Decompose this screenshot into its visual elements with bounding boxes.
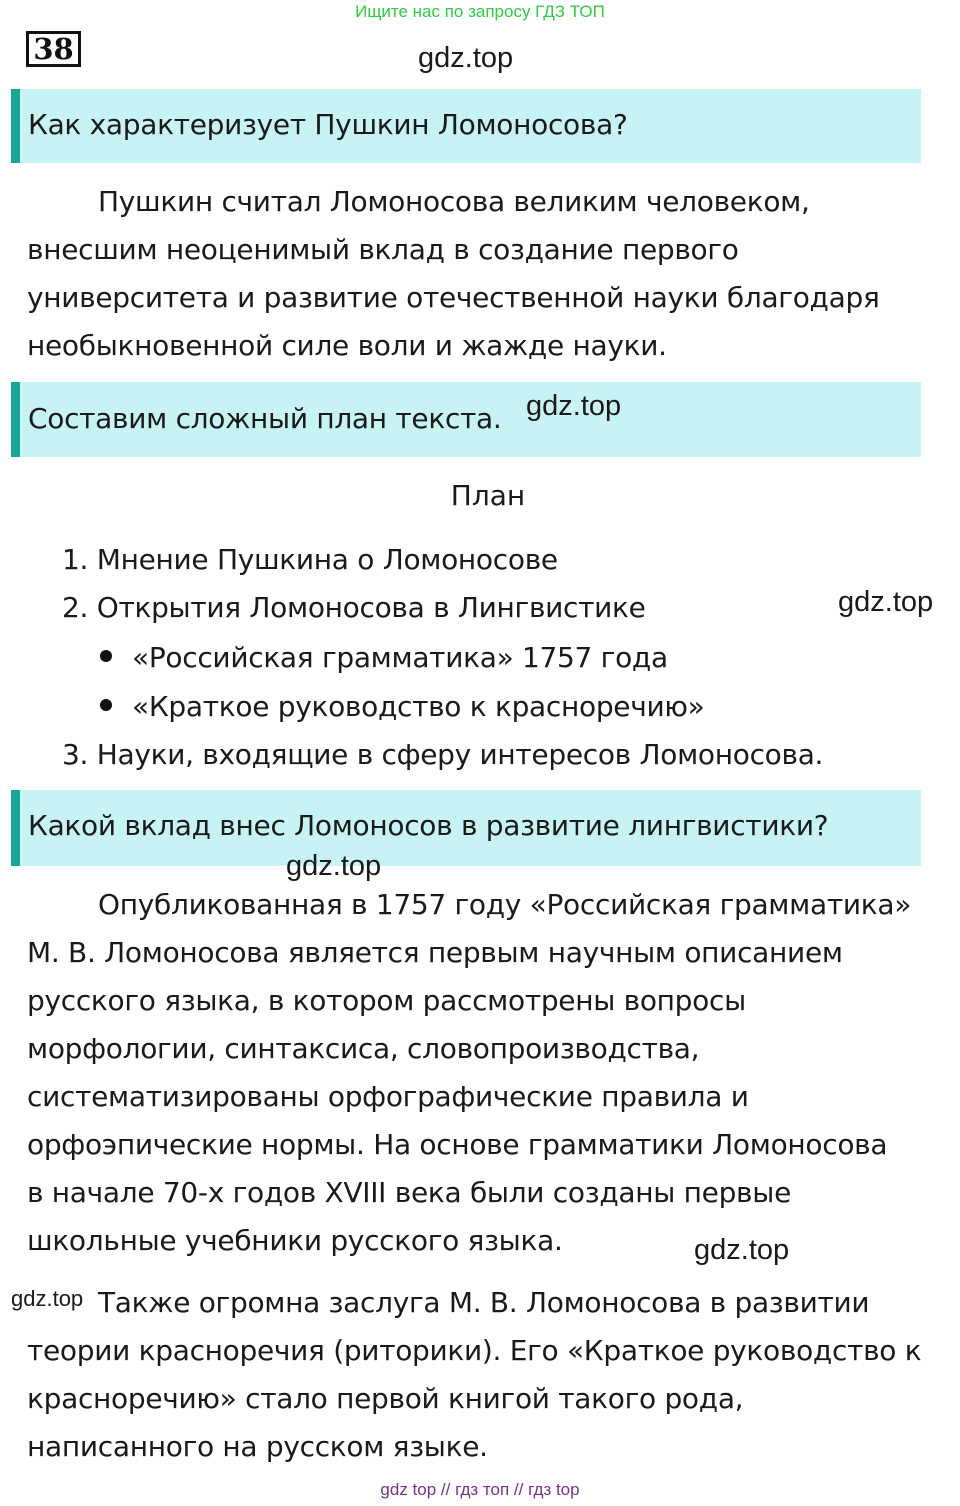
watermark: gdz.top bbox=[838, 586, 934, 618]
question-bar-1 bbox=[11, 89, 921, 163]
footer-links: gdz top // гдз топ // гдз top bbox=[380, 1480, 580, 1499]
watermark: gdz.top bbox=[694, 1234, 790, 1266]
plan-item-3: 3. Науки, входящие в сферу интересов Ломоносова. bbox=[62, 738, 824, 771]
question-1-text: Как характеризует Пушкин Ломоносова? bbox=[28, 108, 628, 141]
answer-4-line: теории красноречия (риторики). Его «Краткое руководство к bbox=[27, 1334, 922, 1367]
question-2-text: Составим сложный план текста. bbox=[28, 402, 502, 435]
plan-subitem-1-text: «Российская грамматика» 1757 года bbox=[132, 641, 668, 674]
watermark: gdz.top bbox=[526, 390, 622, 422]
question-bar-3 bbox=[11, 790, 921, 866]
plan-subitem-1 bbox=[100, 640, 668, 676]
answer-4-line: красноречию» стало первой книгой такого рода, bbox=[27, 1382, 744, 1415]
watermark: gdz.top bbox=[418, 42, 514, 74]
answer-1-line: необыкновенной силе воли и жажде науки. bbox=[27, 329, 667, 362]
answer-1-line: Пушкин считал Ломоносова великим человеком, bbox=[98, 185, 810, 218]
plan-title: План bbox=[450, 479, 526, 512]
answer-3-line: школьные учебники русского языка. bbox=[27, 1224, 563, 1257]
answer-3-line: в начале 70-х годов XVIII века были созданы первые bbox=[27, 1176, 791, 1209]
answer-3-line: М. В. Ломоносова является первым научным описанием bbox=[27, 936, 843, 969]
bullet-icon bbox=[100, 699, 112, 711]
question-bar-2 bbox=[11, 382, 921, 457]
answer-4-line: написанного на русском языке. bbox=[27, 1430, 488, 1463]
plan-subitem-2-text: «Краткое руководство к красноречию» bbox=[132, 690, 705, 723]
answer-3-line: русского языка, в котором рассмотрены вопросы bbox=[27, 984, 746, 1017]
watermark: gdz.top bbox=[286, 850, 382, 882]
answer-1-paragraph bbox=[27, 178, 942, 370]
bullet-icon bbox=[100, 650, 112, 662]
watermark: gdz.top bbox=[11, 1286, 84, 1311]
plan-item-1: 1. Мнение Пушкина о Ломоносове bbox=[62, 543, 558, 576]
answer-4-paragraph bbox=[27, 1279, 942, 1471]
question-3-text: Какой вклад внес Ломоносов в развитие лингвистики? bbox=[28, 809, 829, 842]
answer-3-line: систематизированы орфографические правила и bbox=[27, 1080, 749, 1113]
plan-item-2: 2. Открытия Ломоносова в Лингвистике bbox=[62, 591, 646, 624]
task-number-badge: 38 bbox=[26, 31, 81, 67]
answer-4-line: Также огромна заслуга М. В. Ломоносова в развитии bbox=[98, 1286, 870, 1319]
answer-3-paragraph bbox=[27, 881, 942, 1265]
answer-3-line: Опубликованная в 1757 году «Российская грамматика» bbox=[98, 888, 912, 921]
answer-1-line: внесшим неоценимый вклад в создание первого bbox=[27, 233, 739, 266]
answer-3-line: орфоэпические нормы. На основе грамматики Ломоносова bbox=[27, 1128, 888, 1161]
plan-subitem-2 bbox=[100, 689, 704, 725]
top-banner: Ищите нас по запросу ГДЗ ТОП bbox=[355, 2, 605, 21]
answer-1-line: университета и развитие отечественной науки благодаря bbox=[27, 281, 880, 314]
answer-3-line: морфологии, синтаксиса, словопроизводства, bbox=[27, 1032, 700, 1065]
